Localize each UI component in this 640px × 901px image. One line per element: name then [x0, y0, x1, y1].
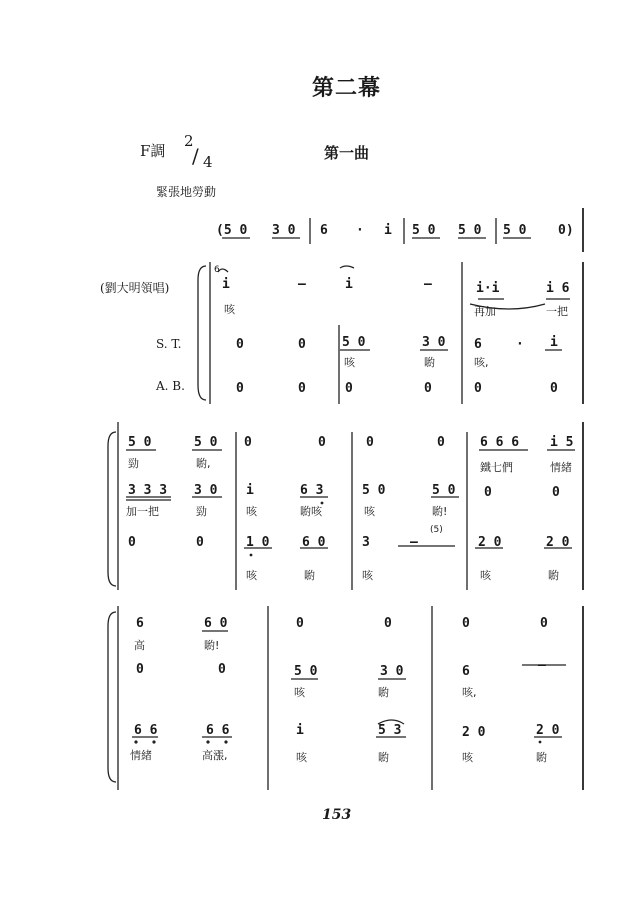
- solo-lyric: 一把: [546, 305, 568, 318]
- sys3-note: 2 0: [462, 725, 486, 740]
- sys3-note: 2 0: [536, 723, 560, 738]
- page-number: 153: [322, 807, 352, 823]
- sys3-note: 0: [136, 662, 144, 677]
- sys2-note: —: [410, 535, 418, 550]
- sys2-note: 3 0: [194, 483, 218, 498]
- intro-note: i: [384, 223, 392, 238]
- sys2-note: 2 0: [546, 535, 570, 550]
- sys2-lyric: 喲!: [432, 505, 448, 518]
- sys3-lyric: 咳: [294, 686, 305, 699]
- ab-note: 0: [345, 381, 353, 396]
- sys3-note: 3 0: [380, 664, 404, 679]
- measure-mark: (5): [430, 525, 443, 535]
- solo-note: —: [298, 277, 306, 292]
- sys2-note: 0: [437, 435, 445, 450]
- sys2-lyric: 咳: [480, 569, 491, 582]
- st-note: 6: [474, 337, 482, 352]
- sys2-lyric: 勁: [128, 457, 139, 470]
- sys2-lyric: 喲: [304, 569, 315, 582]
- sys3-note: 6 0: [204, 616, 228, 631]
- st-note: 0: [236, 337, 244, 352]
- sys2-note: 0: [366, 435, 374, 450]
- solo-note: i: [345, 277, 353, 292]
- sys2-lyric: 鐵七們: [480, 461, 513, 474]
- intro-note: 0): [558, 223, 574, 238]
- sys3-note: 6 6: [206, 723, 230, 738]
- intro-note: 3 0: [272, 223, 296, 238]
- sys2-note: 5 0: [362, 483, 386, 498]
- sys2-note: 5 0: [128, 435, 152, 450]
- sys2-lyric: 咳: [364, 505, 375, 518]
- key-signature: F調: [140, 142, 166, 160]
- song-title: 第一曲: [324, 144, 370, 162]
- sys2-lyric: 勁: [196, 505, 207, 518]
- intro-note: 5 0: [458, 223, 482, 238]
- sys2-note: 3 3 3: [128, 483, 168, 498]
- sys3-lyric: 情緒: [130, 749, 152, 762]
- sys2-lyric: 咳: [246, 569, 257, 582]
- intro-note: 5 0: [503, 223, 527, 238]
- sys2-note: 0: [128, 535, 136, 550]
- intro-note: 5 0: [412, 223, 436, 238]
- ab-note: 0: [424, 381, 432, 396]
- sys3-note: —: [538, 658, 546, 673]
- intro-note: 6: [320, 223, 328, 238]
- page-title: 第二幕: [312, 76, 382, 101]
- sys3-note: 6 6: [134, 723, 158, 738]
- ab-note: 0: [236, 381, 244, 396]
- sys3-lyric: 喲: [378, 686, 389, 699]
- sys3-lyric: 咳: [462, 751, 473, 764]
- sys2-note: 6 6 6: [480, 435, 520, 450]
- sys3-note: 0: [384, 616, 392, 631]
- solo-lyric: 再加: [474, 305, 496, 318]
- sys2-note: 5 0: [194, 435, 218, 450]
- ab-note: 0: [474, 381, 482, 396]
- solo-note: i: [222, 277, 230, 292]
- sys3-note: 0: [218, 662, 226, 677]
- sys2-note: 3: [362, 535, 370, 550]
- sys2-note: 2 0: [478, 535, 502, 550]
- voice-label-st: S. T.: [156, 337, 182, 351]
- sys3-lyric: 咳: [296, 751, 307, 764]
- sys2-note: 6 0: [302, 535, 326, 550]
- st-lyric: 喲: [424, 356, 435, 369]
- sys3-note: i: [296, 723, 304, 738]
- sys2-note: 0: [318, 435, 326, 450]
- grace-note: 6: [214, 265, 220, 275]
- sys3-lyric: 喲: [536, 751, 547, 764]
- time-signature-top: 2: [184, 132, 194, 150]
- sys2-note: 0: [196, 535, 204, 550]
- sys3-note: 6: [462, 664, 470, 679]
- intro-note: ·: [356, 223, 364, 238]
- sys3-lyric: 喲: [378, 751, 389, 764]
- sys2-lyric: 咳: [246, 505, 257, 518]
- sys2-note: i 5: [550, 435, 574, 450]
- sys2-note: 5 0: [432, 483, 456, 498]
- sys3-lyric: 高漲,: [202, 749, 228, 762]
- sys3-lyric: 咳,: [462, 686, 477, 699]
- sys2-lyric: 喲咳: [300, 505, 322, 518]
- solo-lyric: 咳: [224, 303, 235, 316]
- sys2-note: 0: [244, 435, 252, 450]
- sys3-note: 0: [540, 616, 548, 631]
- sys2-note: 0: [552, 485, 560, 500]
- voice-label-solo: (劉大明領唱): [100, 281, 170, 295]
- st-note: i: [550, 335, 558, 350]
- solo-note: i 6: [546, 281, 570, 296]
- solo-note: —: [424, 277, 432, 292]
- solo-note: i·i: [476, 281, 500, 296]
- sys2-lyric: 咳: [362, 569, 373, 582]
- sys2-lyric: 加一把: [126, 505, 159, 518]
- st-note: 3 0: [422, 335, 446, 350]
- sys2-lyric: 喲,: [196, 457, 211, 470]
- sys3-note: 5 3: [378, 723, 402, 738]
- st-note: 0: [298, 337, 306, 352]
- sys3-note: 6: [136, 616, 144, 631]
- st-lyric: 咳,: [474, 356, 489, 369]
- ab-note: 0: [550, 381, 558, 396]
- sys3-lyric: 喲!: [204, 639, 220, 652]
- time-signature-bottom: 4: [203, 153, 213, 171]
- time-signature-slash: /: [192, 144, 199, 168]
- sys2-note: i: [246, 483, 254, 498]
- intro-note: (5 0: [216, 223, 248, 238]
- tempo-marking: 緊張地勞動: [156, 185, 217, 199]
- sys2-note: 6 3: [300, 483, 324, 498]
- sys3-note: 5 0: [294, 664, 318, 679]
- ab-note: 0: [298, 381, 306, 396]
- sys2-note: 1 0: [246, 535, 270, 550]
- st-note: ·: [516, 337, 524, 352]
- sys3-note: 0: [296, 616, 304, 631]
- voice-label-ab: A. B.: [156, 379, 185, 393]
- st-note: 5 0: [342, 335, 366, 350]
- sys3-lyric: 高: [134, 639, 145, 652]
- sys2-lyric: 喲: [548, 569, 559, 582]
- sys2-lyric: 情緒: [550, 461, 572, 474]
- sys3-note: 0: [462, 616, 470, 631]
- sys2-note: 0: [484, 485, 492, 500]
- st-lyric: 咳: [344, 356, 355, 369]
